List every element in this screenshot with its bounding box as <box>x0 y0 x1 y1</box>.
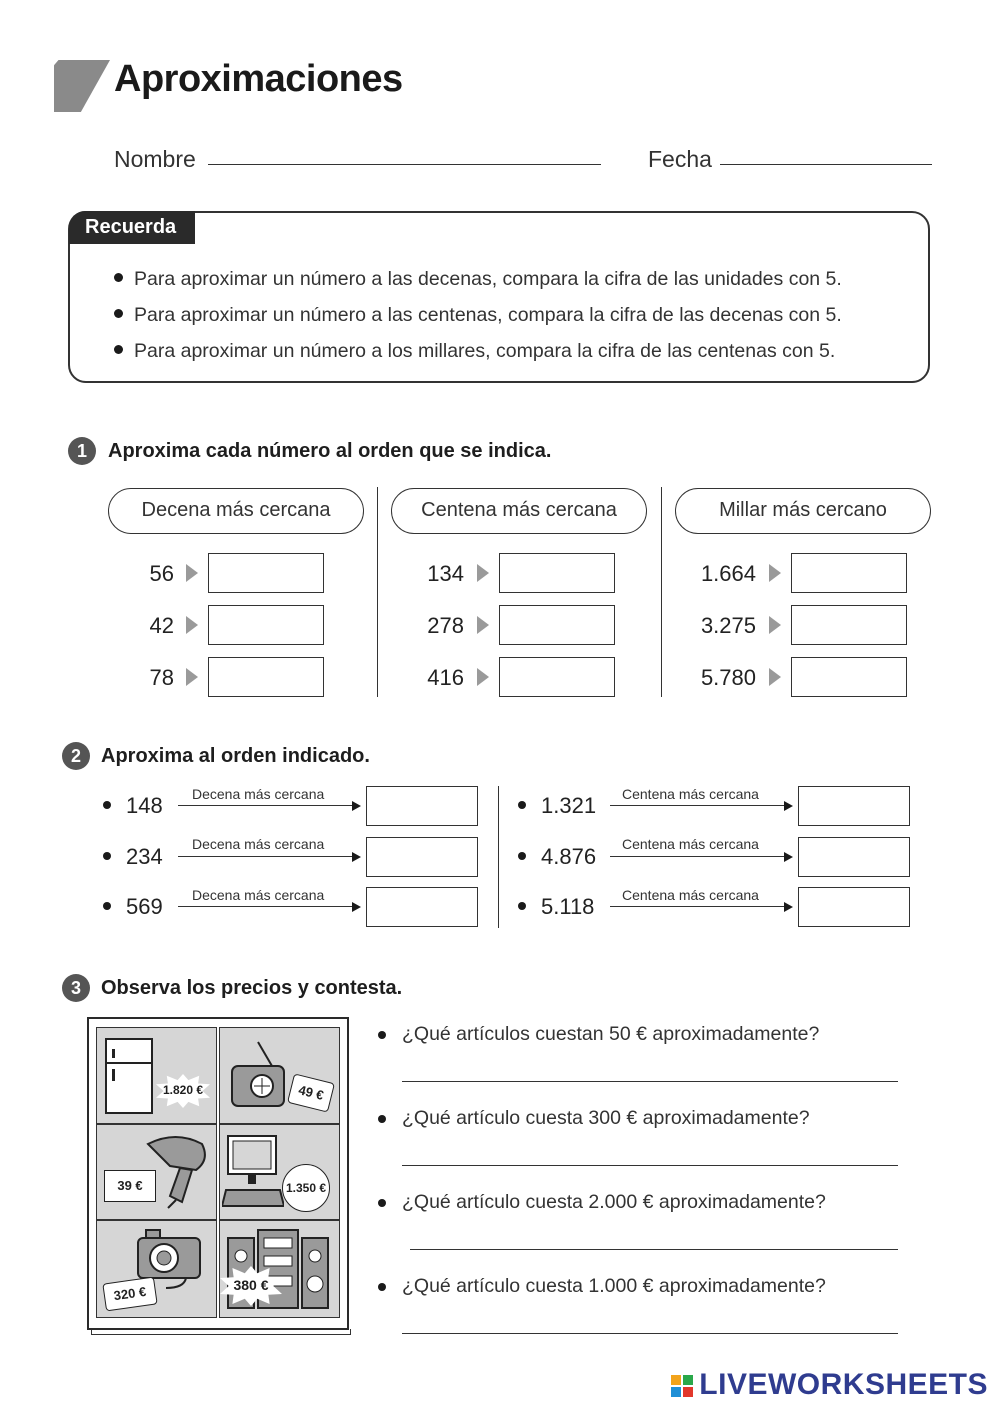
price-stereo: 380 € <box>233 1277 269 1293</box>
arrow-line <box>610 805 786 806</box>
arrow-head-icon <box>352 801 361 811</box>
arrow-right-icon <box>769 668 781 686</box>
exercise-3-title: Observa los precios y contesta. <box>101 977 403 999</box>
column-divider <box>661 487 662 697</box>
exercise-number-2: 2 <box>62 742 90 770</box>
bullet-icon <box>103 902 111 910</box>
arrow-label: Centena más cercana <box>622 786 759 802</box>
radio-icon <box>228 1040 288 1110</box>
ex1-number: 3.275 <box>700 613 756 638</box>
answer-box[interactable] <box>791 657 907 697</box>
answer-box[interactable] <box>798 887 910 927</box>
name-label: Nombre <box>114 146 196 172</box>
recuerda-item: Para aproximar un número a los millares, compara la cifra de las centenas con 5. <box>114 340 835 363</box>
answer-box[interactable] <box>208 605 324 645</box>
answer-box[interactable] <box>499 657 615 697</box>
arrow-right-icon <box>186 564 198 582</box>
fridge-icon <box>104 1037 156 1117</box>
ex2-number: 4.876 <box>541 844 597 869</box>
answer-line[interactable] <box>402 1333 898 1334</box>
ex1-number: 56 <box>149 561 174 586</box>
column-header-centena: Centena más cercana <box>391 488 647 534</box>
computer-icon <box>222 1134 284 1212</box>
bullet-icon <box>103 801 111 809</box>
column-header-millar: Millar más cercano <box>675 488 931 534</box>
column-header-decena: Decena más cercana <box>108 488 364 534</box>
arrow-label: Decena más cercana <box>192 786 325 802</box>
date-line[interactable] <box>720 164 932 165</box>
ex2-number: 148 <box>126 793 163 818</box>
arrow-right-icon <box>186 616 198 634</box>
question-2: ¿Qué artículo cuesta 300 € aproximadamente? <box>402 1107 810 1129</box>
question-1: ¿Qué artículos cuestan 50 € aproximadamente? <box>402 1023 820 1045</box>
exercise-1-title: Aproxima cada número al orden que se indica. <box>108 440 552 462</box>
date-label: Fecha <box>648 146 712 172</box>
ex1-number: 134 <box>427 561 464 586</box>
header-corner-decoration <box>54 60 110 112</box>
arrow-right-icon <box>477 668 489 686</box>
arrow-line <box>178 805 354 806</box>
arrow-right-icon <box>769 564 781 582</box>
bullet-icon <box>378 1115 386 1123</box>
answer-line[interactable] <box>410 1249 898 1250</box>
price-computer: 1.350 € <box>282 1164 330 1212</box>
bullet-icon <box>378 1031 386 1039</box>
ex1-number: 278 <box>427 613 464 638</box>
arrow-right-icon <box>477 616 489 634</box>
ex1-number: 416 <box>427 665 464 690</box>
exercise-number-1: 1 <box>68 437 96 465</box>
arrow-head-icon <box>784 852 793 862</box>
recuerda-item: Para aproximar un número a las decenas, compara la cifra de las unidades con 5. <box>114 268 842 291</box>
price-camera: 320 € <box>102 1277 157 1312</box>
bullet-icon <box>518 801 526 809</box>
price-radio: 49 € <box>287 1073 335 1112</box>
arrow-head-icon <box>784 801 793 811</box>
answer-line[interactable] <box>402 1165 898 1166</box>
price-dryer: 39 € <box>104 1170 156 1202</box>
bullet-icon <box>518 852 526 860</box>
arrow-right-icon <box>186 668 198 686</box>
price-fridge: 1.820 € <box>162 1083 204 1097</box>
arrow-label: Decena más cercana <box>192 836 325 852</box>
arrow-line <box>610 906 786 907</box>
recuerda-tag: Recuerda <box>69 211 195 244</box>
liveworksheets-logo: LIVEWORKSHEETS <box>671 1368 988 1402</box>
answer-box[interactable] <box>366 837 478 877</box>
question-3: ¿Qué artículo cuesta 2.000 € aproximadamente? <box>402 1191 826 1213</box>
column-divider <box>377 487 378 697</box>
brand-logo-icon <box>671 1375 693 1397</box>
ex2-number: 1.321 <box>541 793 597 818</box>
answer-box[interactable] <box>798 786 910 826</box>
answer-box[interactable] <box>791 553 907 593</box>
bullet-icon <box>114 309 123 318</box>
bullet-icon <box>103 852 111 860</box>
bullet-icon <box>378 1199 386 1207</box>
name-line[interactable] <box>208 164 601 165</box>
ex1-number: 1.664 <box>700 561 756 586</box>
bullet-icon <box>114 345 123 354</box>
answer-line[interactable] <box>402 1081 898 1082</box>
arrow-head-icon <box>784 902 793 912</box>
answer-box[interactable] <box>208 657 324 697</box>
exercise-number-3: 3 <box>62 974 90 1002</box>
ex1-number: 78 <box>149 665 174 690</box>
answer-box[interactable] <box>366 887 478 927</box>
question-4: ¿Qué artículo cuesta 1.000 € aproximadamente? <box>402 1275 826 1297</box>
answer-box[interactable] <box>499 553 615 593</box>
ex2-number: 234 <box>126 844 163 869</box>
arrow-line <box>610 856 786 857</box>
exercise-2-title: Aproxima al orden indicado. <box>101 745 370 767</box>
arrow-label: Decena más cercana <box>192 887 325 903</box>
answer-box[interactable] <box>798 837 910 877</box>
arrow-label: Centena más cercana <box>622 836 759 852</box>
ex2-number: 5.118 <box>541 894 595 919</box>
bullet-icon <box>114 273 123 282</box>
answer-box[interactable] <box>791 605 907 645</box>
arrow-label: Centena más cercana <box>622 887 759 903</box>
recuerda-item: Para aproximar un número a las centenas, compara la cifra de las decenas con 5. <box>114 304 842 327</box>
ex1-number: 5.780 <box>700 665 756 690</box>
answer-box[interactable] <box>208 553 324 593</box>
ex2-number: 569 <box>126 894 163 919</box>
page-title: Aproximaciones <box>114 58 403 100</box>
arrow-head-icon <box>352 852 361 862</box>
answer-box[interactable] <box>366 786 478 826</box>
ex1-number: 42 <box>149 613 174 638</box>
arrow-right-icon <box>477 564 489 582</box>
arrow-head-icon <box>352 902 361 912</box>
arrow-line <box>178 856 354 857</box>
answer-box[interactable] <box>499 605 615 645</box>
arrow-line <box>178 906 354 907</box>
bullet-icon <box>378 1283 386 1291</box>
column-divider <box>498 786 499 928</box>
arrow-right-icon <box>769 616 781 634</box>
bullet-icon <box>518 902 526 910</box>
